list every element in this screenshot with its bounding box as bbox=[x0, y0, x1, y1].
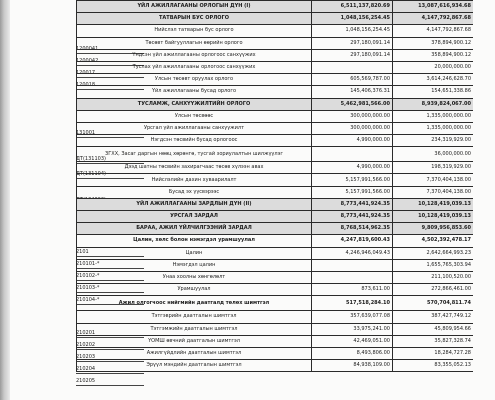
table-row bbox=[77, 235, 474, 247]
budget-code: 1200041 bbox=[76, 47, 136, 52]
table-row bbox=[77, 198, 474, 210]
row-value-plan bbox=[312, 61, 393, 73]
budget-code: ДТ(131104) bbox=[76, 172, 136, 177]
table-row bbox=[77, 1, 474, 13]
row-value-plan bbox=[312, 259, 393, 271]
row-value-plan: 1,048,156,254.45 bbox=[312, 13, 393, 25]
row-value-plan: 300,000,000.00 bbox=[312, 110, 393, 122]
table-row bbox=[77, 223, 474, 235]
row-description: Тэтгэврийн даатгалын шимтгэл bbox=[77, 311, 312, 323]
row-value-actual: 387,427,749.12 bbox=[393, 311, 474, 323]
budget-code: 210101-* bbox=[76, 262, 136, 267]
row-value-plan: 6,511,137,820.69 bbox=[312, 1, 393, 13]
budget-code: 120017 bbox=[76, 71, 136, 76]
row-value-plan bbox=[312, 147, 393, 162]
budget-code: 210103-* bbox=[76, 286, 136, 291]
table-row bbox=[77, 74, 474, 86]
row-description: Нэгдсэн төсвийн бусад орлогоос bbox=[77, 135, 312, 147]
row-value-actual: 9,809,956,853.60 bbox=[393, 223, 474, 235]
row-description: Улсын төсвөөс bbox=[77, 110, 312, 122]
row-value-actual: 7,370,404,138.00 bbox=[393, 174, 474, 186]
table-row bbox=[77, 271, 474, 283]
table-row bbox=[77, 186, 474, 198]
row-value-actual: 358,894,900.12 bbox=[393, 49, 474, 61]
row-description: ТУСЛАМЖ, САНХҮҮЖИЛТИЙН ОРЛОГО bbox=[77, 98, 312, 110]
row-value-plan: 4,990,000.00 bbox=[312, 135, 393, 147]
row-description: УРСГАЛ ЗАРДАЛ bbox=[77, 211, 312, 223]
table-row bbox=[77, 211, 474, 223]
row-description: Дээд шатны төсвийн захирагчаас төсөв хүлээн авах bbox=[77, 162, 312, 174]
row-value-actual: 570,704,811.74 bbox=[393, 296, 474, 311]
table-row bbox=[77, 284, 474, 296]
row-value-actual: 83,355,052.13 bbox=[393, 360, 474, 372]
row-value-plan: 297,180,091.14 bbox=[312, 37, 393, 49]
scan-shadow-edge bbox=[0, 0, 10, 400]
row-description: Нийслэлийн дахин хуваарилалт bbox=[77, 174, 312, 186]
row-value-plan: 8,773,441,924.35 bbox=[312, 198, 393, 210]
row-value-plan: 300,000,000.00 bbox=[312, 122, 393, 134]
row-value-actual: 10,128,419,039.13 bbox=[393, 211, 474, 223]
row-value-plan: 8,493,806.00 bbox=[312, 347, 393, 359]
row-description: ҮЙЛ АЖИЛЛАГААНЫ ЗАРДЛЫН ДҮН (II) bbox=[77, 198, 312, 210]
row-description: ҮОМШ өвчний даатгалын шимтгэл bbox=[77, 335, 312, 347]
table-row bbox=[77, 122, 474, 134]
row-description: Туслах үйл ажиллагааны орлогоос санхүүжих bbox=[77, 61, 312, 73]
row-description: Тэтгэмжийн даатгалын шимтгэл bbox=[77, 323, 312, 335]
table-row bbox=[77, 13, 474, 25]
table-row bbox=[77, 347, 474, 359]
row-value-actual: 211,100,520.00 bbox=[393, 271, 474, 283]
row-value-actual: 4,147,792,867.68 bbox=[393, 13, 474, 25]
table-row bbox=[77, 110, 474, 122]
row-value-plan: 605,569,787.00 bbox=[312, 74, 393, 86]
row-value-plan: 357,639,077.08 bbox=[312, 311, 393, 323]
row-value-plan: 1,048,156,254.45 bbox=[312, 25, 393, 37]
row-value-actual: 2,642,664,993.23 bbox=[393, 247, 474, 259]
row-value-actual: 1,655,765,303.94 bbox=[393, 259, 474, 271]
row-description: Ажилгүйдлийн даатгалын шимтгэл bbox=[77, 347, 312, 359]
table-row bbox=[77, 49, 474, 61]
budget-code: 131001 bbox=[76, 131, 136, 136]
row-value-actual: 8,939,824,067.00 bbox=[393, 98, 474, 110]
row-value-plan: 42,469,051.00 bbox=[312, 335, 393, 347]
row-description: Үндсэн үйл ажиллагааны орлогоос санхүүжих bbox=[77, 49, 312, 61]
row-description: Цалин bbox=[77, 247, 312, 259]
row-value-actual: 4,147,792,867.68 bbox=[393, 25, 474, 37]
table-row bbox=[77, 147, 474, 162]
budget-code: 2101 bbox=[76, 250, 136, 255]
row-value-plan: 873,611.00 bbox=[312, 284, 393, 296]
row-value-plan: 33,975,241.00 bbox=[312, 323, 393, 335]
row-value-actual: 13,087,616,934.68 bbox=[393, 1, 474, 13]
row-value-plan: 84,938,109.00 bbox=[312, 360, 393, 372]
row-description: Урамшуулал bbox=[77, 284, 312, 296]
row-description: Урсгал үйл ажиллагааны санхүүжилт bbox=[77, 122, 312, 134]
row-value-plan: 5,462,981,566.00 bbox=[312, 98, 393, 110]
row-value-plan: 4,246,946,049.43 bbox=[312, 247, 393, 259]
row-description: Нэмэгдэл цалин bbox=[77, 259, 312, 271]
table-row bbox=[77, 135, 474, 147]
table-row bbox=[77, 98, 474, 110]
row-value-actual: 3,614,246,628.70 bbox=[393, 74, 474, 86]
row-value-actual: 272,866,461.00 bbox=[393, 284, 474, 296]
budget-code: 210102-* bbox=[76, 274, 136, 279]
budget-code: 210201 bbox=[76, 331, 136, 336]
row-value-plan: 4,990,000.00 bbox=[312, 162, 393, 174]
table-row bbox=[77, 61, 474, 73]
row-value-plan: 4,247,819,600.43 bbox=[312, 235, 393, 247]
row-value-actual: 1,335,000,000.00 bbox=[393, 110, 474, 122]
budget-code: 210203 bbox=[76, 355, 136, 360]
row-value-plan: 297,180,091.14 bbox=[312, 49, 393, 61]
table-row bbox=[77, 335, 474, 347]
row-value-actual: 7,370,404,138.00 bbox=[393, 186, 474, 198]
row-description: БАРАА, АЖИЛ ҮЙЛЧИЛГЭЭНИЙ ЗАРДАЛ bbox=[77, 223, 312, 235]
row-value-plan: 8,768,514,962.35 bbox=[312, 223, 393, 235]
row-description: Үйл ажиллагааны бусад орлого bbox=[77, 86, 312, 98]
table-row bbox=[77, 162, 474, 174]
row-description: Нийслэл татварын бус орлого bbox=[77, 25, 312, 37]
row-value-plan: 8,773,441,924.35 bbox=[312, 211, 393, 223]
table-row bbox=[77, 259, 474, 271]
table-row bbox=[77, 25, 474, 37]
row-value-actual: 234,319,929.00 bbox=[393, 135, 474, 147]
row-value-actual: 20,000,000.00 bbox=[393, 61, 474, 73]
table-row bbox=[77, 296, 474, 311]
table-row bbox=[77, 323, 474, 335]
budget-code: 120018 bbox=[76, 83, 136, 88]
row-value-plan: 517,518,284.10 bbox=[312, 296, 393, 311]
row-value-actual: 35,827,328.74 bbox=[393, 335, 474, 347]
budget-code: 210202 bbox=[76, 343, 136, 348]
budget-table bbox=[76, 0, 473, 372]
row-description: Бусад эх үүсвэрээс bbox=[77, 186, 312, 198]
row-value-actual: 198,319,929.00 bbox=[393, 162, 474, 174]
row-value-actual: 10,128,419,039.13 bbox=[393, 198, 474, 210]
table-row bbox=[77, 360, 474, 372]
table-row bbox=[77, 86, 474, 98]
budget-code: 210104-* bbox=[76, 298, 136, 303]
table-row bbox=[77, 247, 474, 259]
table-row bbox=[77, 174, 474, 186]
row-description: Унаа хоолны хөнгөлөлт bbox=[77, 271, 312, 283]
budget-code: 210204 bbox=[76, 367, 136, 372]
row-value-plan: 145,406,376.31 bbox=[312, 86, 393, 98]
budget-code: ДТ(131103) bbox=[76, 157, 136, 162]
row-value-actual: 378,894,900.12 bbox=[393, 37, 474, 49]
row-value-actual: 4,502,392,478.17 bbox=[393, 235, 474, 247]
row-description: ҮЙЛ АЖИЛЛАГААНЫ ОРЛОГЫН ДҮН (I) bbox=[77, 1, 312, 13]
row-value-actual: 45,809,954.66 bbox=[393, 323, 474, 335]
budget-table-body bbox=[77, 1, 474, 372]
table-row bbox=[77, 37, 474, 49]
row-value-plan bbox=[312, 271, 393, 283]
row-description: ТАТВАРЫН БУС ОРЛОГО bbox=[77, 13, 312, 25]
table-row bbox=[77, 311, 474, 323]
row-description: Эрүүл мэндийн даатгалын шимтгэл bbox=[77, 360, 312, 372]
row-description: Цалин, хөлс болон нэмэгдэл урамшуулал bbox=[77, 235, 312, 247]
budget-code: 210205 bbox=[76, 379, 136, 384]
row-value-plan: 5,157,991,566.00 bbox=[312, 186, 393, 198]
budget-table-sheet bbox=[76, 0, 473, 400]
row-description: Ажил олгогчоос нийгмийн даатгалд төлөх шимтгэл bbox=[77, 296, 312, 311]
row-value-actual: 154,651,338.86 bbox=[393, 86, 474, 98]
row-description: Улсын төсөвт оруулах орлого bbox=[77, 74, 312, 86]
row-value-plan: 5,157,991,566.00 bbox=[312, 174, 393, 186]
row-value-actual: 18,284,727.28 bbox=[393, 347, 474, 359]
budget-code: 1200042 bbox=[76, 59, 136, 64]
row-value-actual: 1,335,000,000.00 bbox=[393, 122, 474, 134]
row-description: Төсөвт байгууллагын өөрийн орлого bbox=[77, 37, 312, 49]
row-value-actual: 36,000,000.00 bbox=[393, 147, 474, 162]
row-description: ЗГХХ, Засаг даргын нөөц хөрөнгө, тусгай зориулалтын шилжүүлэг bbox=[77, 147, 312, 162]
